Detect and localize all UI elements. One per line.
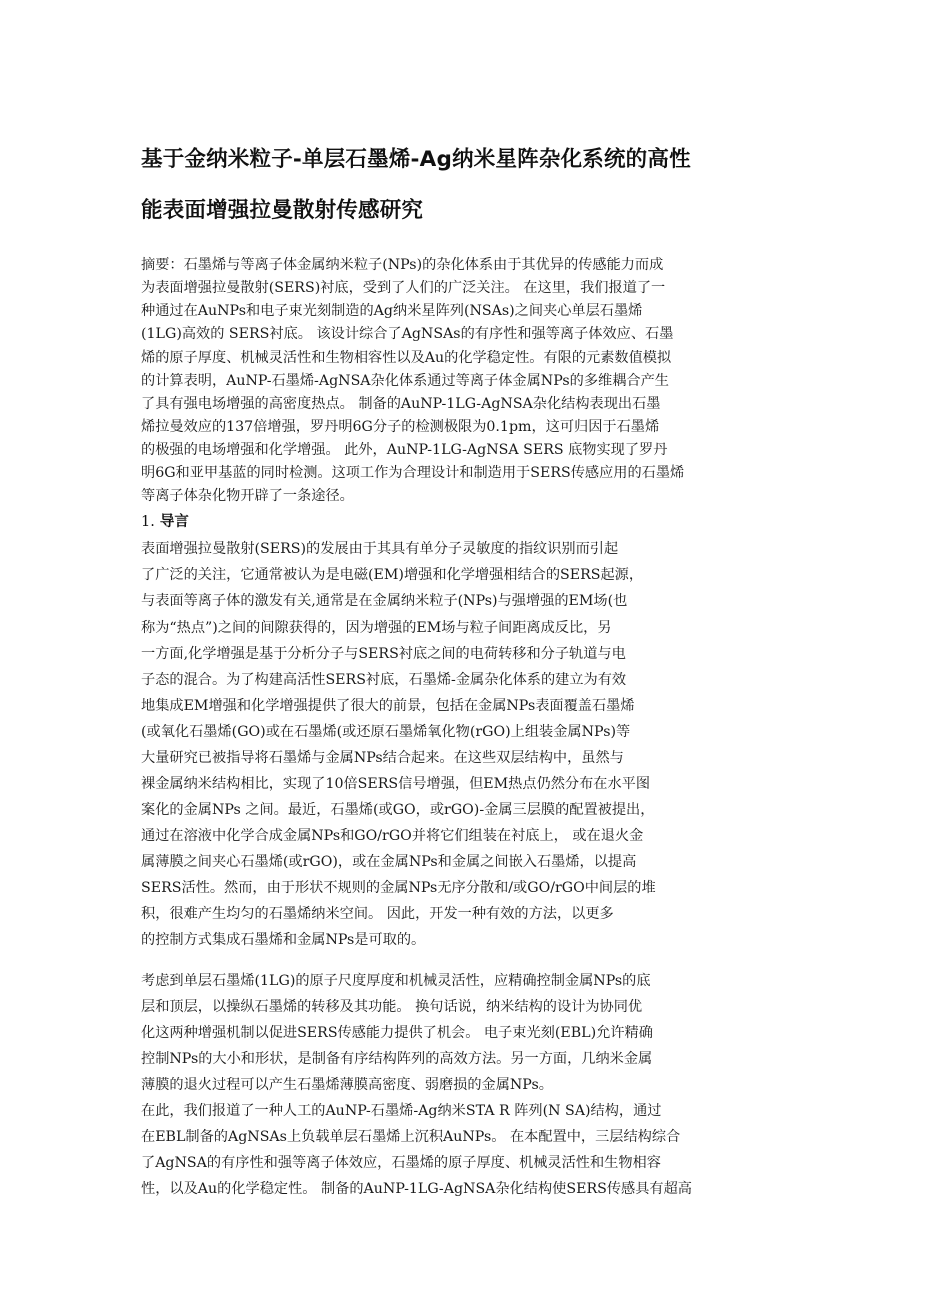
- paragraph-line: SERS活性。然而，由于形状不规则的金属NPs无序分散和/或GO/rGO中间层的堆: [141, 880, 656, 896]
- paper-title-line-2: 能表面增强拉曼散射传感研究: [141, 198, 424, 223]
- paragraph-line: 化这两种增强机制以促进SERS传感能力提供了机会。 电子束光刻(EBL)允许精确: [141, 1025, 653, 1041]
- paragraph-line: 的控制方式集成石墨烯和金属NPs是可取的。: [141, 932, 426, 948]
- abstract-line: (1LG)高效的 SERS衬底。 该设计综合了AgNSAs的有序性和强等离子体效应、石墨: [141, 326, 674, 342]
- abstract-line: 烯拉曼效应的137倍增强，罗丹明6G分子的检测极限为0.1pm，这可归因于石墨烯: [141, 419, 660, 435]
- paragraph-line: 表面增强拉曼散射(SERS)的发展由于其具有单分子灵敏度的指纹识别而引起: [141, 541, 619, 557]
- paragraph-line: 了AgNSA的有序性和强等离子体效应，石墨烯的原子厚度、机械灵活性和生物相容: [141, 1155, 661, 1171]
- paragraph-line: 裸金属纳米结构相比，实现了10倍SERS信号增强，但EM热点仍然分布在水平图: [141, 776, 651, 792]
- section-number: 1.: [141, 514, 155, 530]
- section-heading: [141, 510, 189, 531]
- abstract-line: 了具有强电场增强的高密度热点。 制备的AuNP-1LG-AgNSA杂化结构表现出石墨: [141, 396, 661, 412]
- abstract-line: 摘要：石墨烯与等离子体金属纳米粒子(NPs)的杂化体系由于其优异的传感能力而成: [141, 257, 664, 273]
- abstract-line: 烯的原子厚度、机械灵活性和生物相容性以及Au的化学稳定性。有限的元素数值模拟: [141, 350, 672, 366]
- paragraph-line: 一方面,化学增强是基于分析分子与SERS衬底之间的电荷转移和分子轨道与电: [141, 646, 626, 662]
- paragraph-line: 性，以及Au的化学稳定性。 制备的AuNP-1LG-AgNSA杂化结构使SERS传感具有超高: [141, 1181, 692, 1197]
- paragraph-line: 属薄膜之间夹心石墨烯(或rGO)，或在金属NPs和金属之间嵌入石墨烯，以提高: [141, 854, 637, 870]
- abstract-line: 的计算表明，AuNP-石墨烯-AgNSA杂化体系通过等离子体金属NPs的多维耦合产生: [141, 373, 669, 389]
- paragraph-line: 案化的金属NPs 之间。最近，石墨烯(或GO，或rGO)-金属三层膜的配置被提出，: [141, 802, 655, 818]
- paper-title-line-1: 基于金纳米粒子-单层石墨烯-Ag纳米星阵杂化系统的高性: [141, 147, 691, 172]
- section-title: 导言: [159, 514, 189, 530]
- paragraph-line: 薄膜的退火过程可以产生石墨烯薄膜高密度、弱磨损的金属NPs。: [141, 1077, 553, 1093]
- paragraph-line: 在此，我们报道了一种人工的AuNP-石墨烯-Ag纳米STA R 阵列(N SA)结构，通过: [141, 1103, 662, 1119]
- abstract-line: 种通过在AuNPs和电子束光刻制造的Ag纳米星阵列(NSAs)之间夹心单层石墨烯: [141, 303, 643, 319]
- paragraph-line: 与表面等离子体的激发有关,通常是在金属纳米粒子(NPs)与强增强的EM场(也: [141, 593, 628, 609]
- paragraph-line: 积，很难产生均匀的石墨烯纳米空间。 因此，开发一种有效的方法，以更多: [141, 906, 614, 922]
- abstract-line: 等离子体杂化物开辟了一条途径。: [141, 488, 354, 504]
- abstract-line: 为表面增强拉曼散射(SERS)衬底，受到了人们的广泛关注。 在这里，我们报道了一: [141, 280, 666, 296]
- paragraph-line: 地集成EM增强和化学增强提供了很大的前景，包括在金属NPs表面覆盖石墨烯: [141, 698, 635, 714]
- paragraph-line: 大量研究已被指导将石墨烯与金属NPs结合起来。在这些双层结构中，虽然与: [141, 750, 624, 766]
- paragraph-line: 在EBL制备的AgNSAs上负载单层石墨烯上沉积AuNPs。 在本配置中，三层结构综合: [141, 1129, 681, 1145]
- paragraph-line: 考虑到单层石墨烯(1LG)的原子尺度厚度和机械灵活性，应精确控制金属NPs的底: [141, 973, 651, 989]
- paragraph-line: 子态的混合。为了构建高活性SERS衬底，石墨烯-金属杂化体系的建立为有效: [141, 672, 627, 688]
- paragraph-line: 称为“热点”)之间的间隙获得的，因为增强的EM场与粒子间距离成反比，另: [141, 620, 612, 636]
- abstract-line: 的极强的电场增强和化学增强。 此外，AuNP-1LG-AgNSA SERS 底物实现了罗丹: [141, 442, 668, 458]
- paragraph-line: 通过在溶液中化学合成金属NPs和GO/rGO并将它们组装在衬底上， 或在退火金: [141, 828, 644, 844]
- paragraph-line: 层和顶层，以操纵石墨烯的转移及其功能。 换句话说，纳米结构的设计为协同优: [141, 999, 643, 1015]
- abstract-line: 明6G和亚甲基蓝的同时检测。这项工作为合理设计和制造用于SERS传感应用的石墨烯: [141, 465, 685, 481]
- paragraph-line: (或氧化石墨烯(GO)或在石墨烯(或还原石墨烯氧化物(rGO)上组装金属NPs)等: [141, 724, 631, 740]
- paragraph-line: 了广泛的关注，它通常被认为是电磁(EM)增强和化学增强相结合的SERS起源，: [141, 567, 644, 583]
- paragraph-line: 控制NPs的大小和形状，是制备有序结构阵列的高效方法。另一方面，几纳米金属: [141, 1051, 653, 1067]
